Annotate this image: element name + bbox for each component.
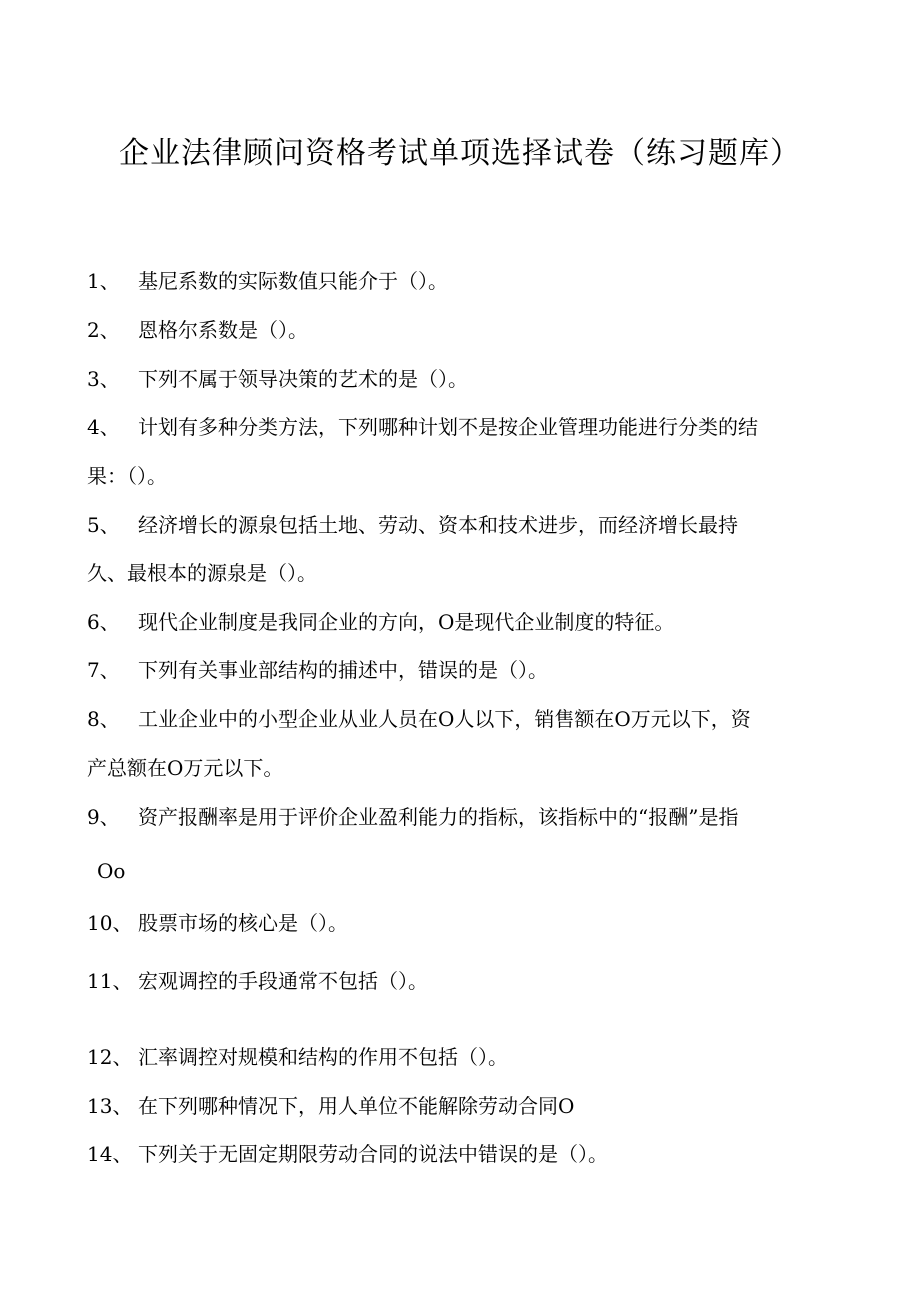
question-number: 14、 xyxy=(87,1142,133,1166)
question-text: 下列有关事业部结构的捕述中，错误的是（）。 xyxy=(138,658,548,682)
question-text: 恩格尔系数是（）。 xyxy=(138,318,308,342)
question-item xyxy=(87,1082,822,1131)
question-number: 9、 xyxy=(87,805,120,829)
question-item xyxy=(87,1033,822,1082)
question-number: 1、 xyxy=(87,269,120,293)
question-item xyxy=(87,306,822,355)
question-number: 13、 xyxy=(87,1094,133,1118)
question-number: 10、 xyxy=(87,911,133,935)
question-item xyxy=(87,1130,822,1179)
question-text: 在下列哪种情况下，用人单位不能解除劳动合同O xyxy=(138,1094,575,1118)
question-text: 宏观调控的手段通常不包括（）。 xyxy=(138,969,428,993)
question-number: 4、 xyxy=(87,415,120,439)
question-item xyxy=(87,899,822,948)
question-continuation: 久、最根本的源泉是（）。 xyxy=(87,561,317,585)
question-item xyxy=(87,646,822,695)
question-number: 6、 xyxy=(87,610,120,634)
question-text: 下列关于无固定期限劳动合同的说法中错误的是（）。 xyxy=(138,1142,608,1166)
question-text: 经济增长的源泉包括土地、劳动、资本和技术进步，而经济增长最持 xyxy=(138,513,738,537)
question-number: 5、 xyxy=(87,513,120,537)
question-item xyxy=(87,257,822,306)
question-text: 现代企业制度是我同企业的方向，O是现代企业制度的特征。 xyxy=(138,610,675,634)
page-title: 企业法律顾问资格考试单项选择试卷（练习题库） xyxy=(119,136,801,171)
question-text: 基尼系数的实际数值只能介于（）。 xyxy=(138,269,448,293)
question-text: 股票市场的核心是（）。 xyxy=(138,911,348,935)
question-item xyxy=(87,598,822,647)
question-item xyxy=(87,793,822,842)
question-item xyxy=(87,501,822,550)
question-continuation: 果：（）。 xyxy=(87,464,167,488)
question-continuation: 产总额在O万元以下。 xyxy=(87,756,284,780)
question-number: 8、 xyxy=(87,707,120,731)
question-number: 7、 xyxy=(87,658,120,682)
question-item xyxy=(87,403,822,452)
question-text: 下列不属于领导决策的艺术的是（）。 xyxy=(138,367,468,391)
question-number: 11、 xyxy=(87,969,133,993)
question-text: 汇率调控对规模和结构的作用不包括（）。 xyxy=(138,1045,508,1069)
question-item xyxy=(87,355,822,404)
question-text: 工业企业中的小型企业从业人员在O人以下，销售额在O万元以下，资 xyxy=(138,707,751,731)
question-number: 12、 xyxy=(87,1045,133,1069)
question-continuation: Oo xyxy=(97,859,126,883)
question-item xyxy=(87,695,822,744)
question-number: 3、 xyxy=(87,367,120,391)
question-text: 资产报酬率是用于评价企业盈利能力的指标，该指标中的“报酬”是指 xyxy=(138,805,739,829)
question-number: 2、 xyxy=(87,318,120,342)
question-item xyxy=(87,957,822,1006)
question-text: 计划有多种分类方法，下列哪种计划不是按企业管理功能进行分类的结 xyxy=(138,415,758,439)
